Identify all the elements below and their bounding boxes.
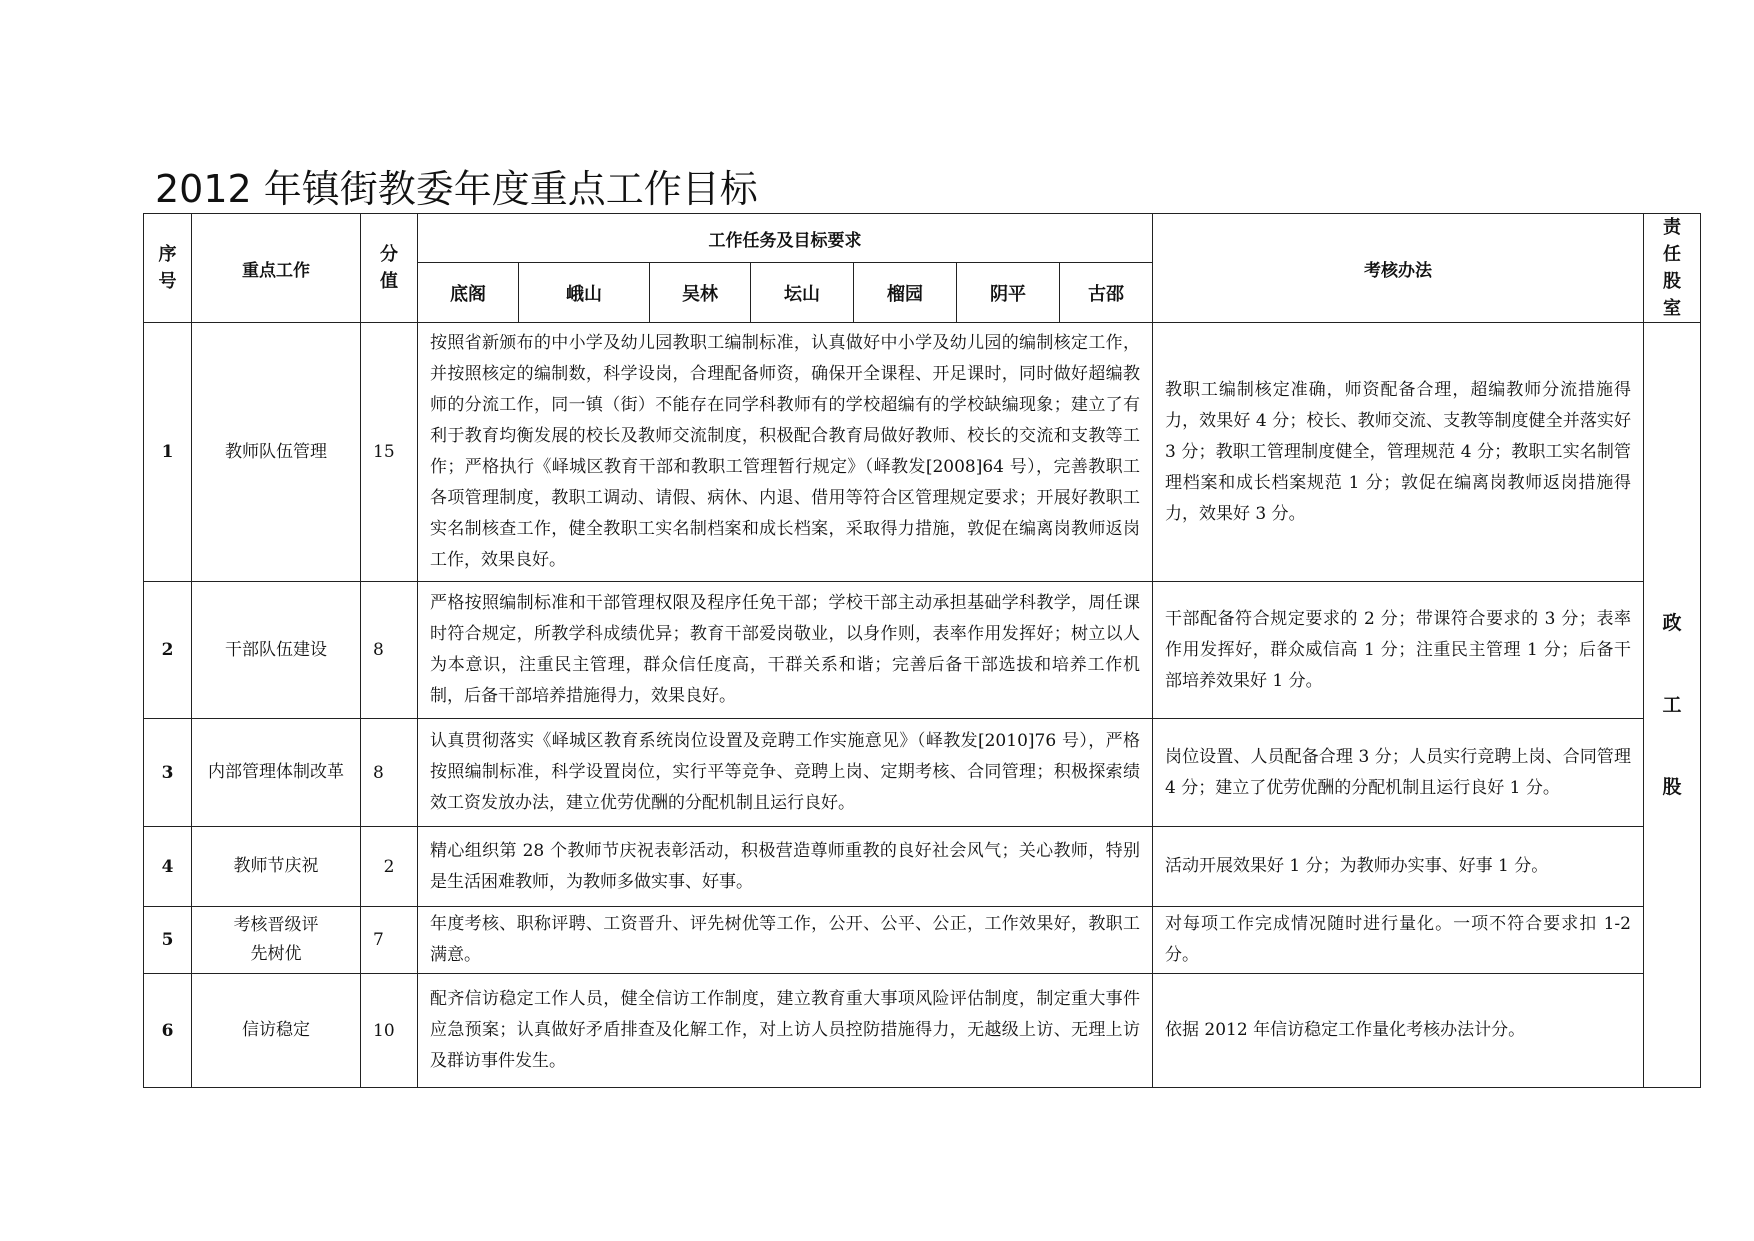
row-score: 2 bbox=[361, 827, 418, 907]
row-tasks: 精心组织第 28 个教师节庆祝表彰活动，积极营造尊师重教的良好社会风气；关心教师，特别是生活困难教师，为教师多做实事、好事。 bbox=[418, 827, 1153, 907]
header-assess: 考核办法 bbox=[1153, 214, 1644, 323]
row-score: 7 bbox=[361, 907, 418, 974]
row-tasks: 年度考核、职称评聘、工资晋升、评先树优等工作，公开、公平、公正，工作效果好，教职工满意。 bbox=[418, 907, 1153, 974]
header-index: 序 号 bbox=[144, 214, 192, 323]
row-work: 教师队伍管理 bbox=[192, 323, 361, 582]
row-work: 干部队伍建设 bbox=[192, 582, 361, 719]
row-work: 教师节庆祝 bbox=[192, 827, 361, 907]
row-work: 内部管理体制改革 bbox=[192, 719, 361, 827]
row-assess: 干部配备符合规定要求的 2 分；带课符合要求的 3 分；表率作用发挥好，群众威信高 1 分；注重民主管理 1 分；后备干部培养效果好 1 分。 bbox=[1153, 582, 1644, 719]
page-title: 2012 年镇街教委年度重点工作目标 bbox=[155, 167, 758, 211]
responsible-dept: 政 工 股 bbox=[1644, 323, 1701, 1088]
table-row bbox=[144, 907, 1701, 974]
row-work: 考核晋级评先树优 bbox=[192, 907, 361, 974]
row-index: 3 bbox=[144, 719, 192, 827]
table-row bbox=[144, 974, 1701, 1088]
row-index: 1 bbox=[144, 323, 192, 582]
row-index: 6 bbox=[144, 974, 192, 1088]
work-goals-table bbox=[143, 213, 1701, 1088]
row-assess: 岗位设置、人员配备合理 3 分；人员实行竞聘上岗、合同管理 4 分；建立了优劳优酬的分配机制且运行良好 1 分。 bbox=[1153, 719, 1644, 827]
header-town: 坛山 bbox=[751, 263, 854, 323]
row-index: 5 bbox=[144, 907, 192, 974]
row-assess: 对每项工作完成情况随时进行量化。一项不符合要求扣 1-2 分。 bbox=[1153, 907, 1644, 974]
header-tasks: 工作任务及目标要求 bbox=[418, 214, 1153, 263]
row-score: 8 bbox=[361, 719, 418, 827]
table-row bbox=[144, 582, 1701, 719]
table-row bbox=[144, 323, 1701, 582]
table-row bbox=[144, 719, 1701, 827]
row-tasks: 认真贯彻落实《峄城区教育系统岗位设置及竞聘工作实施意见》（峄教发[2010]76 号），严格按照编制标准，科学设置岗位，实行平等竞争、竞聘上岗、定期考核、合同管理；积极探索绩效工资发放办法，建立优劳优酬的分配机制且运行良好。 bbox=[418, 719, 1153, 827]
row-index: 4 bbox=[144, 827, 192, 907]
row-tasks: 配齐信访稳定工作人员，健全信访工作制度，建立教育重大事项风险评估制度，制定重大事件应急预案；认真做好矛盾排查及化解工作，对上访人员控防措施得力，无越级上访、无理上访及群访事件发生。 bbox=[418, 974, 1153, 1088]
header-dept: 责 任 股 室 bbox=[1644, 214, 1701, 323]
row-assess: 依据 2012 年信访稳定工作量化考核办法计分。 bbox=[1153, 974, 1644, 1088]
header-town: 古邵 bbox=[1060, 263, 1153, 323]
row-work: 信访稳定 bbox=[192, 974, 361, 1088]
row-index: 2 bbox=[144, 582, 192, 719]
header-town: 底阁 bbox=[418, 263, 519, 323]
header-work: 重点工作 bbox=[192, 214, 361, 323]
table-row bbox=[144, 827, 1701, 907]
header-town: 榴园 bbox=[854, 263, 957, 323]
row-assess: 教职工编制核定准确，师资配备合理，超编教师分流措施得力，效果好 4 分；校长、教师交流、支教等制度健全并落实好 3 分；教职工管理制度健全，管理规范 4 分；教职工实名制管理档案和成长档案规范 1 分；敦促在编离岗教师返岗措施得力，效果好 3 分。 bbox=[1153, 323, 1644, 582]
row-tasks: 按照省新颁布的中小学及幼儿园教职工编制标准，认真做好中小学及幼儿园的编制核定工作，并按照核定的编制数，科学设岗，合理配备师资，确保开全课程、开足课时，同时做好超编教师的分流工作，同一镇（街）不能存在同学科教师有的学校超编有的学校缺编现象；建立了有利于教育均衡发展的校长及教师交流制度，积极配合教育局做好教师、校长的交流和支教等工作；严格执行《峄城区教育干部和教职工管理暂行规定》（峄教发[2008]64 号），完善教职工各项管理制度，教职工调动、请假、病休、内退、借用等符合区管理规定要求；开展好教职工实名制核查工作，健全教职工实名制档案和成长档案，采取得力措施，敦促在编离岗教师返岗工作，效果良好。 bbox=[418, 323, 1153, 582]
header-score: 分 值 bbox=[361, 214, 418, 323]
header-town: 峨山 bbox=[519, 263, 650, 323]
row-score: 10 bbox=[361, 974, 418, 1088]
row-assess: 活动开展效果好 1 分；为教师办实事、好事 1 分。 bbox=[1153, 827, 1644, 907]
header-town: 阴平 bbox=[957, 263, 1060, 323]
row-score: 8 bbox=[361, 582, 418, 719]
header-town: 吴林 bbox=[650, 263, 751, 323]
row-tasks: 严格按照编制标准和干部管理权限及程序任免干部；学校干部主动承担基础学科教学，周任课时符合规定，所教学科成绩优异；教育干部爱岗敬业，以身作则，表率作用发挥好；树立以人为本意识，注重民主管理，群众信任度高，干群关系和谐；完善后备干部选拔和培养工作机制，后备干部培养措施得力，效果良好。 bbox=[418, 582, 1153, 719]
row-score: 15 bbox=[361, 323, 418, 582]
